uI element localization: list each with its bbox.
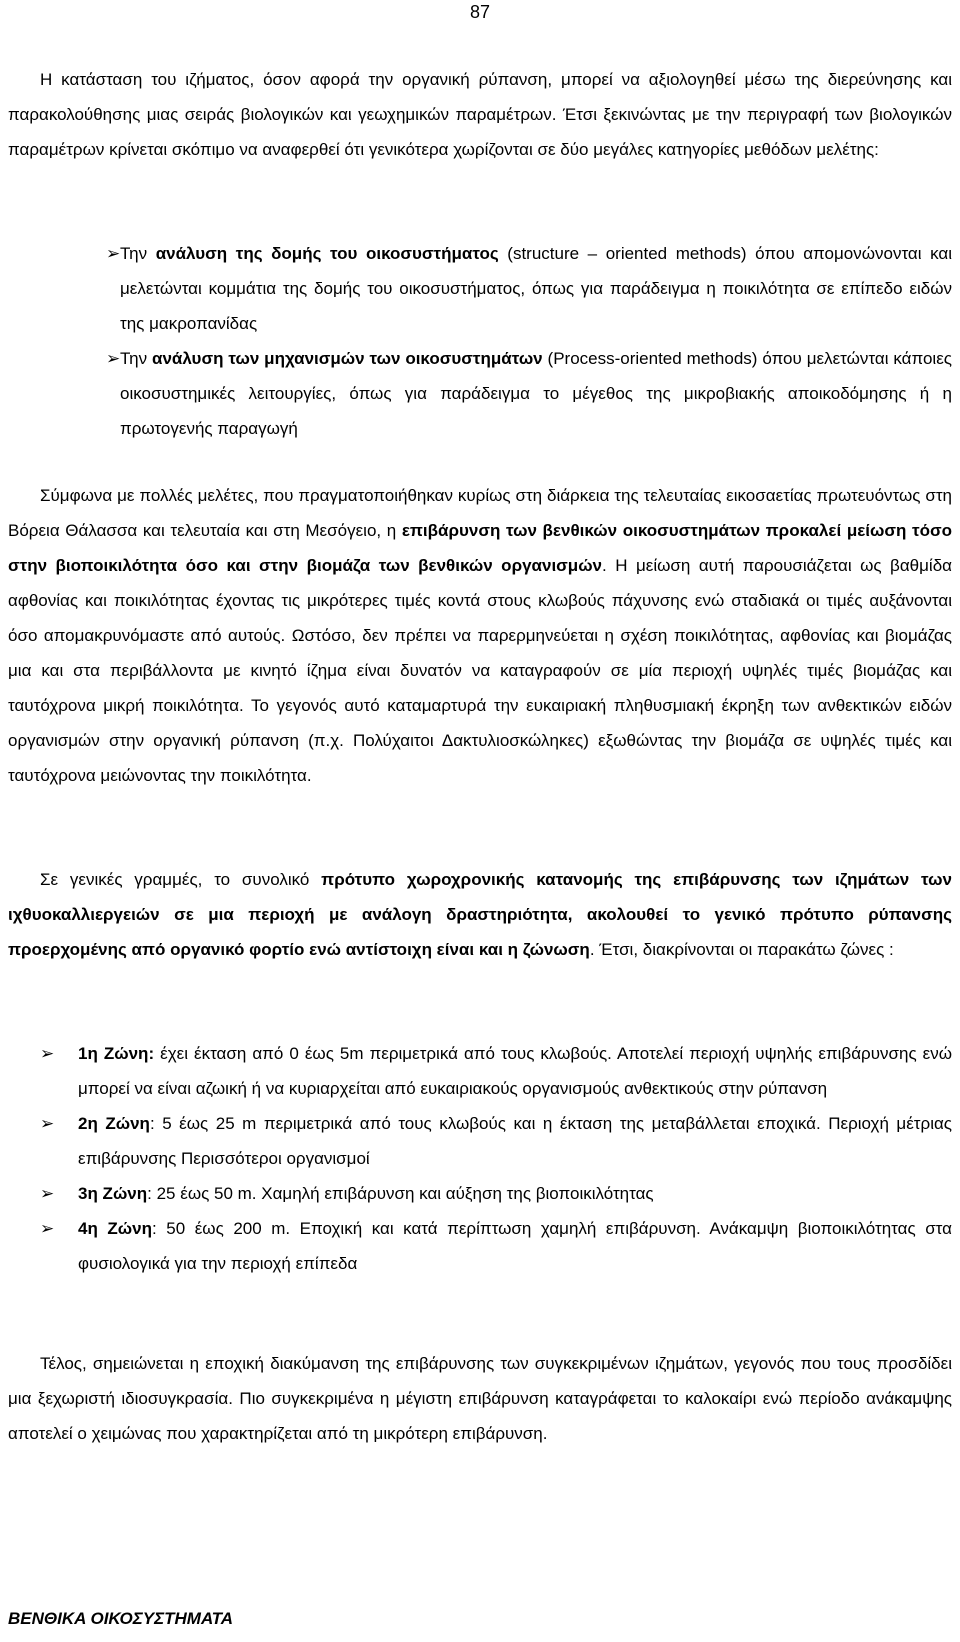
zone-label: 2η Ζώνη [78,1114,150,1133]
method-prefix: Την [120,349,152,368]
method-prefix: Την [120,244,156,263]
zone-label: 3η Ζώνη [78,1184,148,1203]
section-heading: ΒΕΝΘΙΚΑ ΟΙΚΟΣΥΣΤΗΜΑΤΑ [8,1609,234,1628]
arrow-bullet-icon: ➢ [106,349,121,368]
list-item [8,236,952,341]
arrow-bullet-icon: ➢ [106,244,121,263]
studies-text-start: Σύμφωνα με πολλές μελέτες, που πραγματοποιήθηκαν κυρίως στη διάρκεια της τελευταίας εικοσαετίας πρωτευόντως στη Βόρεια Θάλασσα και τελευταία και στη Μεσόγειο, η [8,486,952,540]
arrow-bullet-icon: ➢ [40,1044,55,1063]
closing-paragraph: Τέλος, σημειώνεται η εποχική διακύμανση της επιβάρυνσης των συγκεκριμένων ιζημάτων, γεγονός που τους προσδίδει μια ξεχωριστή ιδιοσυγκρασία. Πιο συγκεκριμένα η μέγιστη επιβάρυνση καταγράφεται το καλοκαίρι ενώ περίοδο ανάκαμψης αποτελεί ο χειμώνας που χαρακτηρίζεται από τη μικρότερη επιβάρυνση. [8,1354,952,1443]
list-item [8,1036,952,1106]
page-number: 87 [469,2,491,22]
method-description: (structure – oriented methods) όπου απομονώνονται και μελετώνται κομμάτια της δομής του οικοσυστήματος, όπως για παράδειγμα η ποικιλότητα σε επίπεδο ειδών της μακροπανίδας [120,244,952,333]
list-item [8,1176,952,1211]
pattern-text-start: Σε γενικές γραμμές, το συνολικό [40,870,322,889]
zone-description: έχει έκταση από 0 έως 5m περιμετρικά από τους κλωβούς. Αποτελεί περιοχή υψηλής επιβάρυνσης ενώ μπορεί να είναι αζωική ή να κυριαρχείται από ευκαιριακούς οργανισμούς ανθεκτικούς στην ρύπανση [78,1044,953,1098]
pattern-text-end: . Έτσι, διακρίνονται οι παρακάτω ζώνες : [589,940,894,959]
pattern-paragraph [8,862,952,967]
zone-label: 4η Ζώνη [78,1219,152,1238]
list-item [8,1106,952,1176]
intro-paragraph: Η κατάσταση του ιζήματος, όσον αφορά την οργανική ρύπανση, μπορεί να αξιολογηθεί μέσω της διερεύνησης και παρακολούθησης μιας σειράς βιολογικών και γεωχημικών παραμέτρων. Έτσι ξεκινώντας με την περιγραφή των βιολογικών παραμέτρων κρίνεται σκόπιμο να αναφερθεί ότι γενικότερα χωρίζονται σε δύο μεγάλες κατηγορίες μεθόδων μελέτης: [8,70,952,159]
list-item [8,1211,952,1281]
methods-list [8,236,952,446]
studies-paragraph [8,478,952,793]
zones-list [8,1036,952,1281]
method-title: ανάλυση της δομής του οικοσυστήματος [155,244,499,263]
pattern-emphasis: πρότυπο χωροχρονικής κατανομής της επιβάρυνσης των ιζημάτων των ιχθυοκαλλιεργειών σε μια περιοχή με ανάλογη δραστηριότητα, ακολουθεί το γενικό πρότυπο ρύπανσης προερχομένης από οργανικό φορτίο ενώ αντίστοιχη είναι και η ζώνωση [8,870,952,959]
studies-emphasis: επιβάρυνση των βενθικών οικοσυστημάτων προκαλεί μείωση τόσο στην βιοποικιλότητα όσο και στην βιομάζα των βενθικών οργανισμών [8,521,953,575]
method-title: ανάλυση των μηχανισμών των οικοσυστημάτων [152,349,543,368]
arrow-bullet-icon: ➢ [40,1219,55,1238]
zone-description: : 50 έως 200 m. Εποχική και κατά περίπτωση χαμηλή επιβάρυνση. Ανάκαμψη βιοποικιλότητας στα φυσιολογικά για την περιοχή επίπεδα [78,1219,952,1273]
list-item [8,341,952,446]
method-description: (Process-oriented methods) όπου μελετώνται κάποιες οικοσυστημικές λειτουργίες, όπως για παράδειγμα το μέγεθος της μικροβιακής αποικοδόμησης ή η πρωτογενής παραγωγή [120,349,952,438]
zone-description: : 5 έως 25 m περιμετρικά από τους κλωβούς και η έκταση της μεταβάλλεται εποχικά. Περιοχή μέτριας επιβάρυνσης Περισσότεροι οργανισμοί [78,1114,952,1168]
arrow-bullet-icon: ➢ [40,1184,55,1203]
zone-description: : 25 έως 50 m. Χαμηλή επιβάρυνση και αύξηση της βιοποικιλότητας [147,1184,654,1203]
zone-label: 1η Ζώνη: [78,1044,155,1063]
arrow-bullet-icon: ➢ [40,1114,55,1133]
studies-text-end: . Η μείωση αυτή παρουσιάζεται ως βαθμίδα αφθονίας και ποικιλότητας έχοντας τις μικρότερες τιμές κοντά στους κλωβούς πάχυνσης ενώ σταδιακά οι τιμές αυξάνονται όσο απομακρυνόμαστε από αυτούς. Ωστόσο, δεν πρέπει να παρερμηνεύεται η σχέση ποικιλότητας, αφθονίας και βιομάζας μια και στα περιβάλλοντα με κινητό ίζημα είναι δυνατόν να καταγραφούν σε μία περιοχή υψηλές τιμές βιομάζας και ταυτόχρονα μικρή ποικιλότητα. Το γεγονός αυτό καταμαρτυρά την ευκαιριακή πληθυσμιακή έκρηξη των ανθεκτικών ειδών οργανισμών στην οργανική ρύπανση (π.χ. Πολύχαιτοι Δακτυλιοσκώληκες) εξωθώντας την βιομάζα σε υψηλές τιμές και ταυτόχρονα μειώνοντας την ποικιλότητα. [8,556,952,785]
